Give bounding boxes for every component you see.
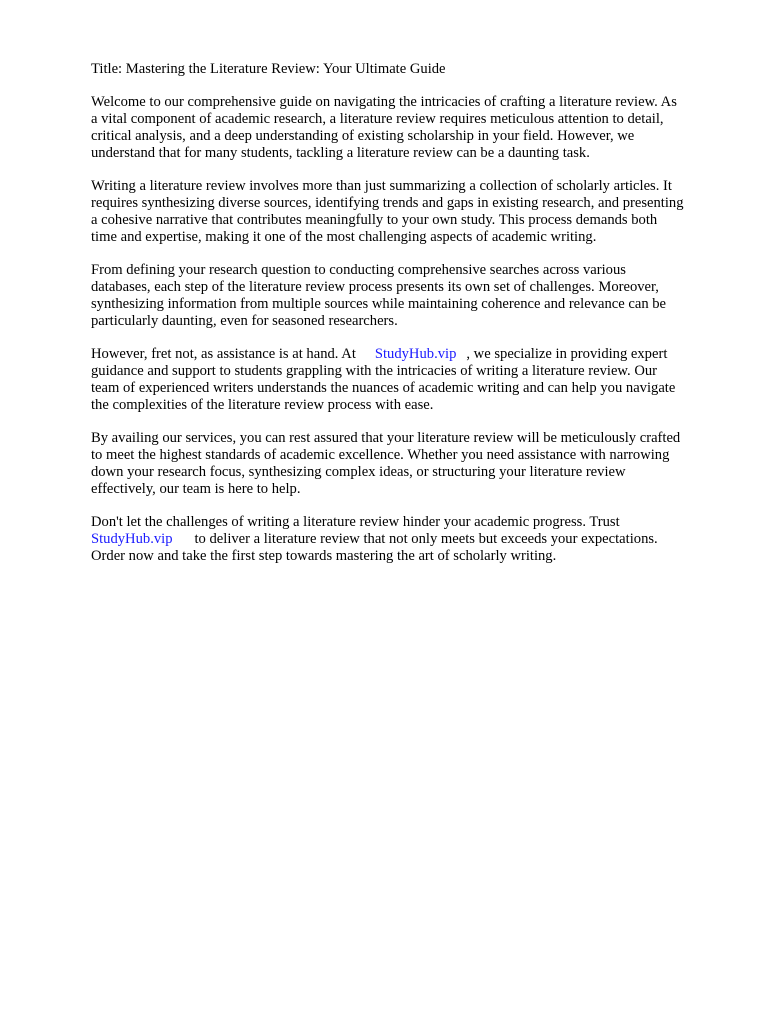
text-line: Order now and take the first step towards mastering the art of scholarly writing. — [91, 548, 557, 564]
text-line: databases, each step of the literature review process presents its own set of challenges. Moreover, — [91, 279, 659, 295]
text-line: particularly daunting, even for seasoned researchers. — [91, 313, 398, 329]
text-fragment: to deliver a literature review that not only meets but exceeds your expectations. — [194, 531, 658, 547]
paragraph-challenges — [91, 262, 731, 330]
text-line: Writing a literature review involves more than just summarizing a collection of scholarly articles. It — [91, 178, 672, 194]
document-title: Title: Mastering the Literature Review: Your Ultimate Guide — [91, 61, 446, 77]
text-line: understand that for many students, tackling a literature review can be a daunting task. — [91, 145, 590, 161]
paragraph-intro — [91, 94, 731, 162]
text-line: requires synthesizing diverse sources, identifying trends and gaps in existing research, and presenting — [91, 195, 684, 211]
studyhub-link[interactable]: StudyHub.vip — [374, 346, 457, 362]
text-line: down your research focus, synthesizing complex ideas, or structuring your literature review — [91, 464, 626, 480]
text-line: By availing our services, you can rest assured that your literature review will be meticulously crafted — [91, 430, 681, 446]
text-line: guidance and support to students grappling with the intricacies of writing a literature review. Our — [91, 363, 658, 379]
paragraph-services — [91, 430, 731, 498]
text-line: to meet the highest standards of academic excellence. Whether you need assistance with narrowing — [91, 447, 670, 463]
paragraph-closing — [91, 514, 731, 565]
text-line — [91, 531, 731, 548]
text-line: time and expertise, making it one of the most challenging aspects of academic writing. — [91, 229, 597, 245]
text-fragment: However, fret not, as assistance is at hand. At — [91, 346, 356, 362]
document-page — [91, 61, 731, 581]
text-line: effectively, our team is here to help. — [91, 481, 301, 497]
text-line: a cohesive narrative that contributes meaningfully to your own study. This process demands both — [91, 212, 658, 228]
text-line: Welcome to our comprehensive guide on navigating the intricacies of crafting a literature review. As — [91, 94, 677, 110]
paragraph-writing — [91, 178, 731, 246]
text-line — [91, 346, 731, 363]
text-line: a vital component of academic research, a literature review requires meticulous attention to detail, — [91, 111, 664, 127]
text-line: the complexities of the literature review process with ease. — [91, 397, 434, 413]
text-line: From defining your research question to conducting comprehensive searches across various — [91, 262, 626, 278]
text-fragment: , we specialize in providing expert — [466, 346, 668, 362]
studyhub-link[interactable]: StudyHub.vip — [91, 531, 173, 547]
text-line: team of experienced writers understands the nuances of academic writing and can help you navigate — [91, 380, 676, 396]
text-line: synthesizing information from multiple sources while maintaining coherence and relevance can be — [91, 296, 667, 312]
text-line: critical analysis, and a deep understanding of existing scholarship in your field. However, we — [91, 128, 635, 144]
text-line: Don't let the challenges of writing a literature review hinder your academic progress. Trust — [91, 514, 620, 530]
paragraph-assistance — [91, 346, 731, 414]
